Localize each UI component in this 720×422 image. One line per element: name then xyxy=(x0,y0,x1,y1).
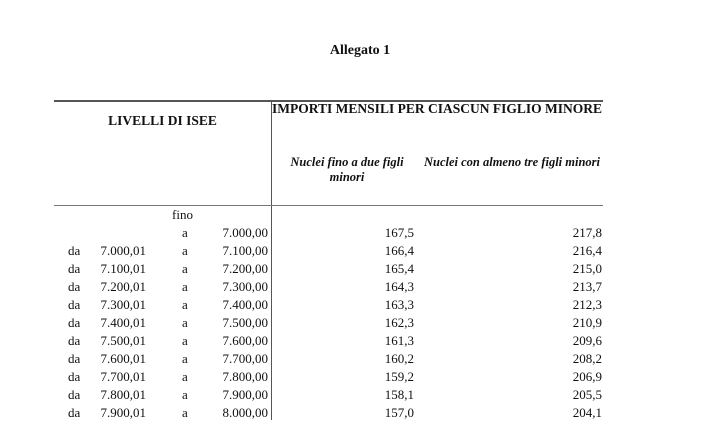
row-da-label: da xyxy=(68,405,81,420)
row-amount-two-children: 159,2 xyxy=(384,369,414,384)
row-from-value: 7.400,01 xyxy=(100,315,146,330)
row-from-value: 7.700,01 xyxy=(100,369,146,384)
row-amount-three-children: 205,5 xyxy=(572,387,602,402)
row-amount-two-children: 164,3 xyxy=(384,279,414,294)
row-from-value: 7.300,01 xyxy=(100,297,146,312)
row-da-label: da xyxy=(68,261,81,276)
row-amount-two-children: 163,3 xyxy=(384,297,414,312)
isee-levels-header: LIVELLI DI ISEE xyxy=(108,113,217,128)
row-from-value: 7.500,01 xyxy=(100,333,146,348)
row-da-label: da xyxy=(68,351,81,366)
row-da-label: da xyxy=(68,279,81,294)
row-to-value: 7.400,00 xyxy=(222,297,268,312)
table-row xyxy=(0,314,720,332)
table-row xyxy=(0,278,720,296)
row-amount-two-children: 160,2 xyxy=(384,351,414,366)
row-a-label: a xyxy=(182,351,188,366)
row-amount-three-children: 210,9 xyxy=(572,315,602,330)
row-from-value: 7.900,01 xyxy=(100,405,146,420)
row-amount-two-children: 162,3 xyxy=(384,315,414,330)
row-from-value: 7.000,01 xyxy=(100,243,146,258)
row-a-label: a xyxy=(182,261,188,276)
row-da-label: da xyxy=(68,369,81,384)
table-row xyxy=(0,224,720,242)
row-a-label: a xyxy=(182,297,188,312)
row-from-value: 7.800,01 xyxy=(100,387,146,402)
row-amount-three-children: 212,3 xyxy=(572,297,602,312)
table-row xyxy=(0,332,720,350)
row-to-value: 7.600,00 xyxy=(222,333,268,348)
row-a-label: a xyxy=(182,387,188,402)
monthly-amounts-header: IMPORTI MENSILI PER CIASCUN FIGLIO MINORE xyxy=(272,101,602,116)
row-amount-three-children: 206,9 xyxy=(572,369,602,384)
row-amount-two-children: 161,3 xyxy=(384,333,414,348)
row-da-label: da xyxy=(68,315,81,330)
row-amount-two-children: 165,4 xyxy=(384,261,414,276)
row-a-label: a xyxy=(182,279,188,294)
table-row xyxy=(0,386,720,404)
row-da-label: da xyxy=(68,243,81,258)
row-to-value: 7.100,00 xyxy=(222,243,268,258)
table-row xyxy=(0,368,720,386)
row-amount-two-children: 157,0 xyxy=(384,405,414,420)
row-a-label: a xyxy=(182,243,188,258)
row-from-value: 7.200,01 xyxy=(100,279,146,294)
row-amount-three-children: 217,8 xyxy=(572,225,602,240)
row-to-value: 8.000,00 xyxy=(222,405,268,420)
row-amount-two-children: 166,4 xyxy=(384,243,414,258)
row-da-label: da xyxy=(68,333,81,348)
row-a-label: a xyxy=(182,369,188,384)
row-amount-three-children: 208,2 xyxy=(572,351,602,366)
row-to-value: 7.500,00 xyxy=(222,315,268,330)
table-row xyxy=(0,296,720,314)
table-header-rule xyxy=(54,205,603,206)
table-row xyxy=(0,404,720,422)
table-row xyxy=(0,242,720,260)
row-from-value: 7.100,01 xyxy=(100,261,146,276)
row-to-value: 7.000,00 xyxy=(222,225,268,240)
row-amount-two-children: 158,1 xyxy=(384,387,414,402)
row-a-label: a xyxy=(182,333,188,348)
row-to-value: 7.200,00 xyxy=(222,261,268,276)
row-amount-three-children: 216,4 xyxy=(572,243,602,258)
row-to-value: 7.900,00 xyxy=(222,387,268,402)
row-from-value: 7.600,01 xyxy=(100,351,146,366)
row-amount-three-children: 209,6 xyxy=(572,333,602,348)
row-da-label: da xyxy=(68,297,81,312)
row-a-label: a xyxy=(182,225,188,240)
subheader-up-to-two-children: Nuclei fino a due figli minori xyxy=(290,155,404,184)
row-to-value: 7.700,00 xyxy=(222,351,268,366)
subheader-three-or-more-children: Nuclei con almeno tre figli minori xyxy=(423,155,601,169)
row-a-label: a xyxy=(182,315,188,330)
row-amount-three-children: 213,7 xyxy=(572,279,602,294)
row-to-value: 7.800,00 xyxy=(222,369,268,384)
row-to-value: 7.300,00 xyxy=(222,279,268,294)
document-title: Allegato 1 xyxy=(329,43,391,58)
table-row xyxy=(0,350,720,368)
table-row xyxy=(0,260,720,278)
row-amount-three-children: 215,0 xyxy=(572,261,602,276)
row-da-label: da xyxy=(68,387,81,402)
row-amount-two-children: 167,5 xyxy=(384,225,414,240)
first-row-prefix: fino xyxy=(172,207,193,222)
row-a-label: a xyxy=(182,405,188,420)
table-body xyxy=(0,224,720,422)
row-amount-three-children: 204,1 xyxy=(572,405,602,420)
